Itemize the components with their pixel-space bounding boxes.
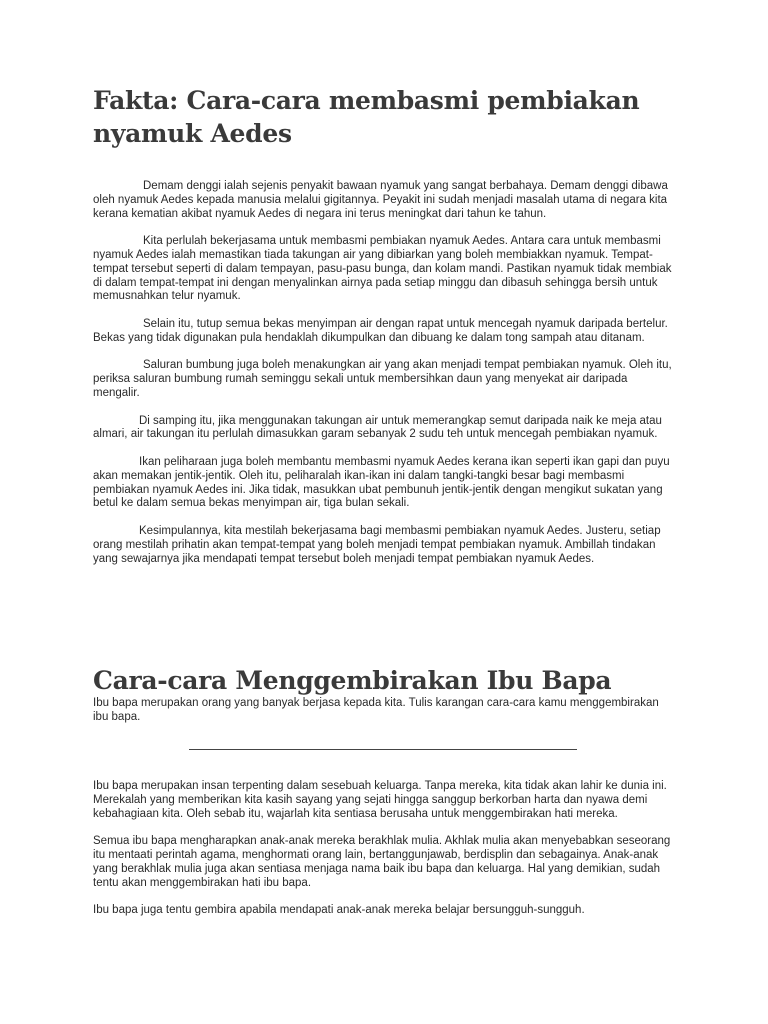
essay-prompt: Ibu bapa merupakan orang yang banyak berjasa kepada kita. Tulis karangan cara-cara kamu menggembirakan ibu bapa.	[93, 697, 659, 723]
divider-line	[189, 749, 577, 750]
paragraph: Saluran bumbung juga boleh menakungkan air yang akan menjadi tempat pembiakan nyamuk. Oleh itu, periksa saluran bumbung rumah seminggu sekali untuk membersihkan daun yang menyekat air daripada mengalir.	[93, 359, 672, 399]
paragraph: Ibu bapa juga tentu gembira apabila mendapati anak-anak mereka belajar bersungguh-sungguh.	[93, 904, 585, 917]
paragraph: Di samping itu, jika menggunakan takungan air untuk memerangkap semut daripada naik ke meja atau almari, air takungan itu perlulah dimasukkan garam sebanyak 2 sudu teh untuk mencegah pembiakan nyamuk.	[93, 414, 662, 441]
paragraph: Ibu bapa merupakan insan terpenting dalam sesebuah keluarga. Tanpa mereka, kita tidak akan lahir ke dunia ini. Merekalah yang memberikan kita kasih sayang yang sejati hingga sanggup berkorban harta dan nyawa demi kebahagiaan kita. Oleh sebab itu, wajarlah kita sentiasa berusaha untuk menggembirakan hati mereka.	[93, 780, 667, 820]
section-title: Cara-cara Menggembirakan Ibu Bapa	[93, 666, 612, 695]
paragraph: Kita perlulah bekerjasama untuk membasmi pembiakan nyamuk Aedes. Antara cara untuk membasmi nyamuk Aedes ialah memastikan tiada takungan air yang dibiarkan yang boleh membiakkan nyamuk. Tempat-tempat tersebut seperti di dalam tempayan, pasu-pasu bunga, dan kolam mandi. Pastikan nyamuk tidak membiak di dalam tempat-tempat ini dengan menyalinkan airnya pada setiap minggu dan dibasuh sehingga bersih untuk memusnahkan telur nyamuk.	[93, 235, 672, 303]
paragraph: Demam denggi ialah sejenis penyakit bawaan nyamuk yang sangat berbahaya. Demam denggi dibawa oleh nyamuk Aedes kepada manusia melalui gigitannya. Peyakit ini sudah menjadi masalah utama di negara kita kerana kematian akibat nyamuk Aedes di negara ini terus meningkat dari tahun ke tahun.	[93, 180, 668, 220]
essay-body	[93, 780, 675, 932]
paragraph: Semua ibu bapa mengharapkan anak-anak mereka berakhlak mulia. Akhlak mulia akan menyebabkan seseorang itu mentaati perintah agama, menghormati orang lain, bertanggunjawab, berdisplin dan sebagainya. Anak-anak yang berakhlak mulia juga akan sentiasa menjaga nama baik ibu bapa dan keluarga. Hal yang demikian, sudah tentu akan menggembirakan hati ibu bapa.	[93, 835, 671, 889]
article-body	[93, 180, 675, 580]
paragraph: Selain itu, tutup semua bekas menyimpan air dengan rapat untuk mencegah nyamuk daripada bertelur. Bekas yang tidak digunakan pula hendaklah dikumpulkan dan dibuang ke dalam tong sampah atau ditanam.	[93, 317, 668, 344]
paragraph: Ikan peliharaan juga boleh membantu membasmi nyamuk Aedes kerana ikan seperti ikan gapi dan puyu akan memakan jentik-jentik. Oleh itu, peliharalah ikan-ikan ini dalam tangki-tangki besar bagi membasmi pembiakan nyamuk Aedes ini. Jika tidak, masukkan ubat pembunuh jentik-jentik dengan mengikut sukatan yang betul ke dalam semua bekas menyimpan air, tiga bulan sekali.	[93, 455, 670, 510]
article-title: Fakta: Cara-cara membasmi pembiakan nyamuk Aedes	[93, 86, 640, 148]
paragraph: Kesimpulannya, kita mestilah bekerjasama bagi membasmi pembiakan nyamuk Aedes. Justeru, setiap orang mestilah prihatin akan tempat-tempat yang boleh menjadi tempat pembiakan nyamuk. Ambillah tindakan yang sewajarnya jika mendapati tempat tersebut boleh menjadi tempat pembiakan nyamuk Aedes.	[93, 524, 661, 565]
